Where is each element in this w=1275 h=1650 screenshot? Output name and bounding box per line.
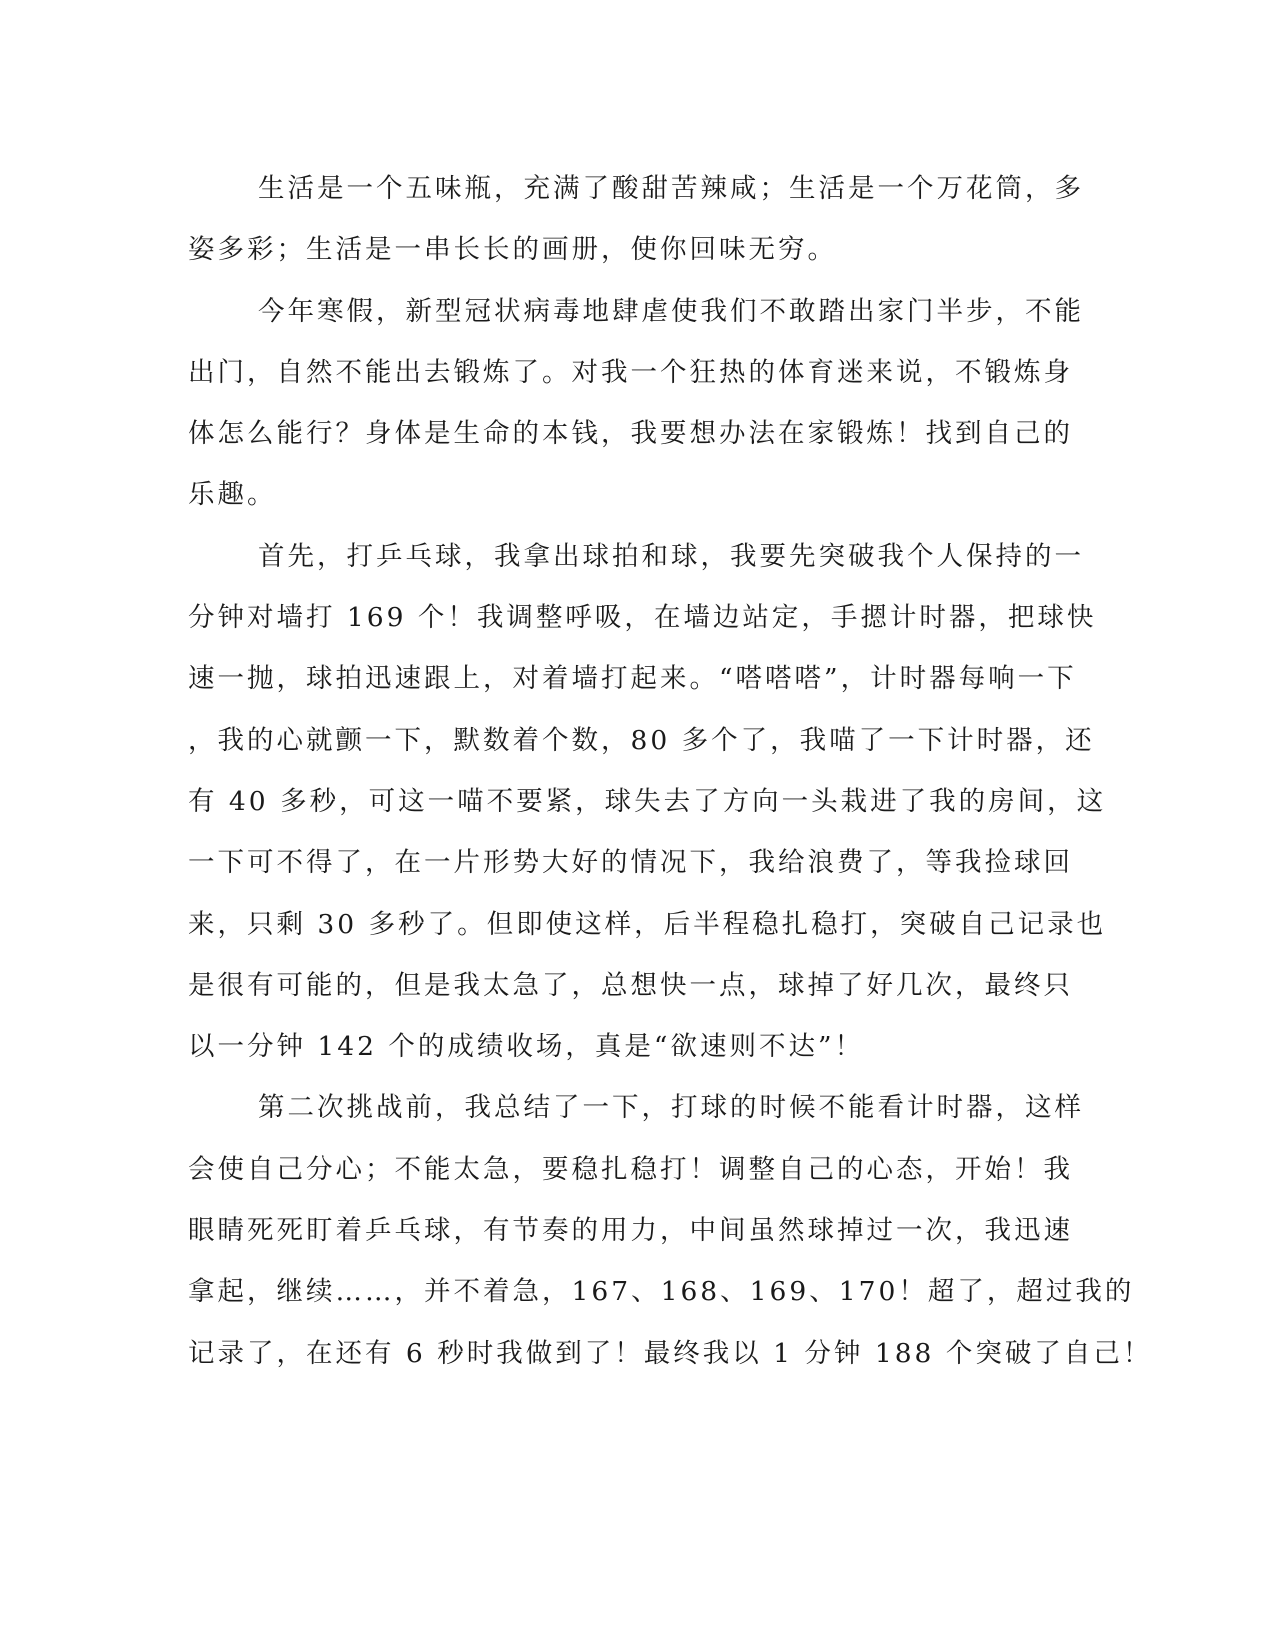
document-body: [188, 158, 1153, 1384]
paragraph-4-line-2: 会使自己分心；不能太急，要稳扎稳打！调整自己的心态，开始！我: [188, 1153, 1073, 1185]
paragraph-2-line-3: 体怎么能行？身体是生命的本钱，我要想办法在家锻炼！找到自己的: [188, 418, 1073, 450]
paragraph-4-line-3: 眼睛死死盯着乒乓球，有节奏的用力，中间虽然球掉过一次，我迅速: [188, 1215, 1073, 1247]
paragraph-3-line-4: ，我的心就颤一下，默数着个数，80 多个了，我喵了一下计时器，还: [188, 724, 1095, 756]
paragraph-3-line-3: 速一抛，球拍迅速跟上，对着墙打起来。“嗒嗒嗒”，计时器每响一下: [188, 663, 1077, 695]
paragraph-4-line-5: 记录了，在还有 6 秒时我做到了！最终我以 1 分钟 188 个突破了自己！: [188, 1337, 1153, 1369]
paragraph-1-line-1: 生活是一个五味瓶，充满了酸甜苦辣咸；生活是一个万花筒，多: [258, 173, 1084, 204]
paragraph-2-line-4: 乐趣。: [188, 479, 277, 511]
paragraph-3-line-7: 来，只剩 30 多秒了。但即使这样，后半程稳扎稳打，突破自己记录也: [188, 908, 1107, 940]
paragraph-3-line-5: 有 40 多秒，可这一喵不要紧，球失去了方向一头栽进了我的房间，这: [188, 785, 1107, 817]
paragraph-3-line-9: 以一分钟 142 个的成绩收场，真是“欲速则不达”！: [188, 1031, 865, 1063]
paragraph-3-line-1: 首先，打乒乓球，我拿出球拍和球，我要先突破我个人保持的一: [258, 540, 1084, 572]
paragraph-3-line-8: 是很有可能的，但是我太急了，总想快一点，球掉了好几次，最终只: [188, 969, 1073, 1001]
paragraph-1-line-2: 姿多彩；生活是一串长长的画册，使你回味无穷。: [188, 234, 837, 266]
paragraph-3-line-6: 一下可不得了，在一片形势大好的情况下，我给浪费了，等我捡球回: [188, 847, 1073, 879]
paragraph-4-line-4: 拿起，继续……，并不着急，167、168、169、170！超了，超过我的: [188, 1276, 1135, 1308]
paragraph-4-line-1: 第二次挑战前，我总结了一下，打球的时候不能看计时器，这样: [258, 1092, 1084, 1124]
paragraph-2-line-2: 出门，自然不能出去锻炼了。对我一个狂热的体育迷来说，不锻炼身: [188, 356, 1073, 388]
paragraph-2-line-1: 今年寒假，新型冠状病毒地肆虐使我们不敢踏出家门半步，不能: [258, 295, 1084, 327]
paragraph-3-line-2: 分钟对墙打 169 个！我调整呼吸，在墙边站定，手摁计时器，把球快: [188, 602, 1097, 634]
